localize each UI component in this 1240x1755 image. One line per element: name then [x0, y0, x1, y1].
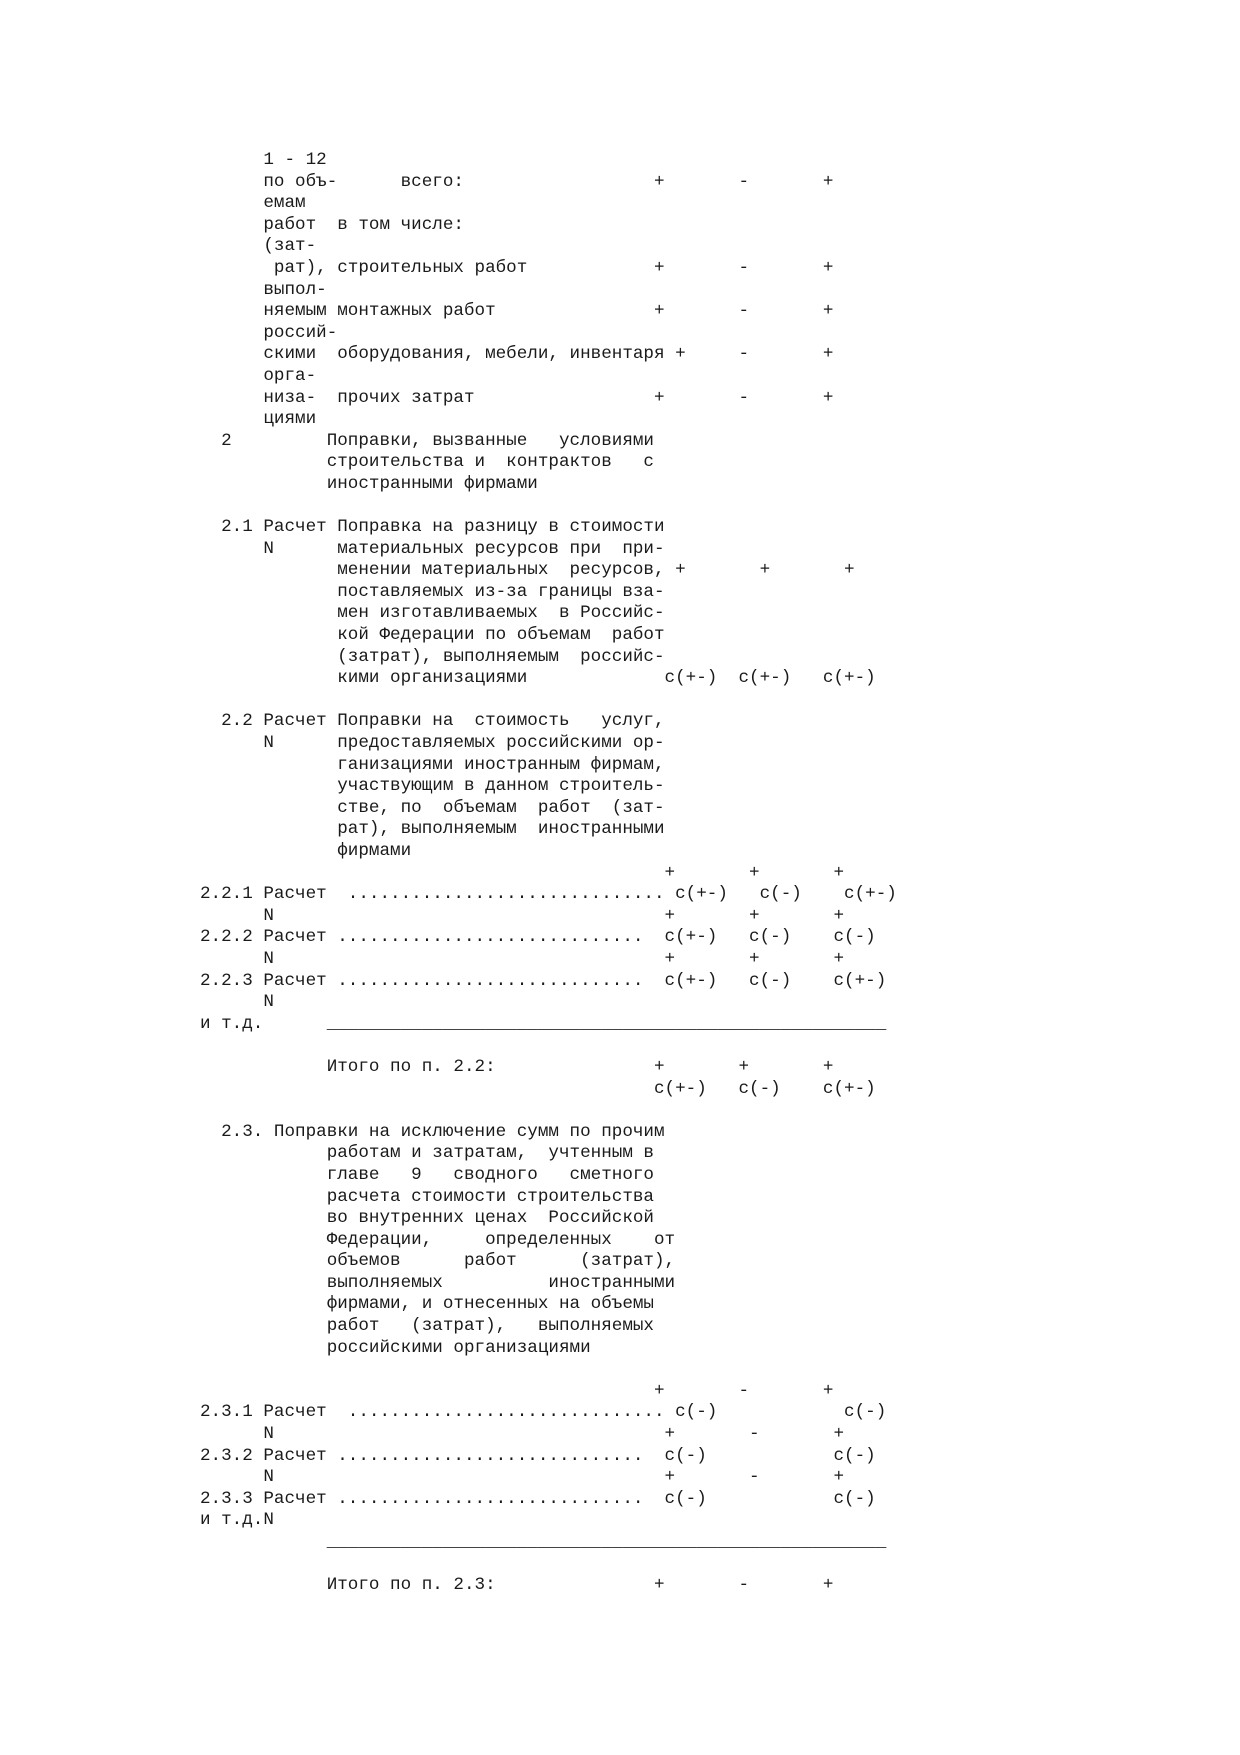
document-line: выпол-	[200, 279, 327, 300]
document-line: россий-	[200, 322, 338, 343]
document-line: Итого по п. 2.2: + + +	[200, 1056, 834, 1077]
document-line	[200, 1100, 897, 1122]
document-line: 1 - 12	[200, 150, 327, 170]
document-line	[200, 1035, 897, 1057]
document-line: кой Федерации по объемам работ	[200, 625, 665, 646]
document-line: расчета стоимости строительства	[200, 1186, 654, 1207]
document-line	[200, 690, 897, 712]
document-line	[200, 496, 897, 518]
document-line: строительства и контрактов с	[200, 452, 654, 473]
document-line: (зат-	[200, 236, 317, 257]
document-line: Итого по п. 2.3: + - +	[200, 1575, 834, 1596]
document-line: емам	[200, 193, 306, 214]
document-line: N предоставляемых российскими ор-	[200, 733, 665, 754]
document-line: по объ- всего: + - +	[200, 171, 834, 192]
document-line: кими организациями с(+-) с(+-) с(+-)	[200, 668, 876, 689]
document-line: N + + +	[200, 905, 845, 926]
document-line: 2.2.1 Расчет .............................. с(+-) с(-) с(+-)	[200, 884, 897, 905]
document-line: поставляемых из-за границы вза-	[200, 581, 665, 602]
document-line: 2.2 Расчет Поправки на стоимость услуг,	[200, 711, 665, 732]
document-line: главе 9 сводного сметного	[200, 1164, 654, 1185]
document-line: (затрат), выполняемым российс-	[200, 646, 665, 667]
document-line: мен изготавливаемых в Российс-	[200, 603, 665, 624]
document-line: с(+-) с(-) с(+-)	[200, 1078, 876, 1099]
document-line: циями	[200, 409, 317, 430]
document-line: во внутренних ценах Российской	[200, 1208, 654, 1229]
document-line: менении материальных ресурсов, + + +	[200, 560, 855, 581]
document-line: + - +	[200, 1380, 834, 1401]
document-line: N + + +	[200, 948, 845, 969]
document-line: рат), строительных работ + - +	[200, 257, 834, 278]
document-line: стве, по объемам работ (зат-	[200, 797, 665, 818]
document-line: орга-	[200, 365, 317, 386]
document-line: работ в том числе:	[200, 214, 464, 235]
document-line: ганизациями иностранным фирмам,	[200, 754, 665, 775]
document-line: 2.3.3 Расчет ............................. с(-) с(-)	[200, 1488, 876, 1509]
document-line	[200, 1554, 897, 1576]
document-line: рат), выполняемым иностранными	[200, 819, 665, 840]
document-line: + + +	[200, 862, 845, 883]
document-line: низа- прочих затрат + - +	[200, 387, 834, 408]
document-line: 2.3.2 Расчет ............................. с(-) с(-)	[200, 1445, 876, 1466]
document-line: объемов работ (затрат),	[200, 1251, 676, 1272]
document-line: 2.3. Поправки на исключение сумм по прочим	[200, 1121, 665, 1142]
document-line: скими оборудования, мебели, инвентаря + - +	[200, 344, 834, 365]
document-line: иностранными фирмами	[200, 473, 538, 494]
document-line: N материальных ресурсов при при-	[200, 538, 665, 559]
document-line: N	[200, 992, 274, 1013]
document-line: и т.д.N	[200, 1510, 274, 1531]
document-line: N + - +	[200, 1424, 845, 1445]
document-line: 2.2.3 Расчет ............................. с(+-) с(-) с(+-)	[200, 970, 887, 991]
document-line: N + - +	[200, 1467, 845, 1488]
document-line: фирмами	[200, 841, 412, 861]
document-line: работ (затрат), выполняемых	[200, 1316, 654, 1337]
document-body	[200, 150, 897, 1597]
document-line: и т.д. _____________________________________________________	[200, 1013, 887, 1034]
document-line: няемым монтажных работ + - +	[200, 301, 834, 322]
document-line: российскими организациями	[200, 1337, 591, 1358]
document-line: фирмами, и отнесенных на объемы	[200, 1294, 654, 1315]
document-line: 2.3.1 Расчет .............................. с(-) с(-)	[200, 1402, 887, 1423]
document-line: Федерации, определенных от	[200, 1229, 676, 1250]
document-line: _____________________________________________________	[200, 1532, 887, 1552]
document-line: выполняемых иностранными	[200, 1272, 676, 1293]
document-line: 2.2.2 Расчет ............................. с(+-) с(-) с(-)	[200, 927, 876, 948]
document-line	[200, 1359, 897, 1381]
document-line: 2.1 Расчет Поправка на разницу в стоимости	[200, 517, 665, 538]
document-line: участвующим в данном строитель-	[200, 776, 665, 797]
document-line: 2 Поправки, вызванные условиями	[200, 430, 654, 451]
document-line: работам и затратам, учтенным в	[200, 1143, 654, 1164]
